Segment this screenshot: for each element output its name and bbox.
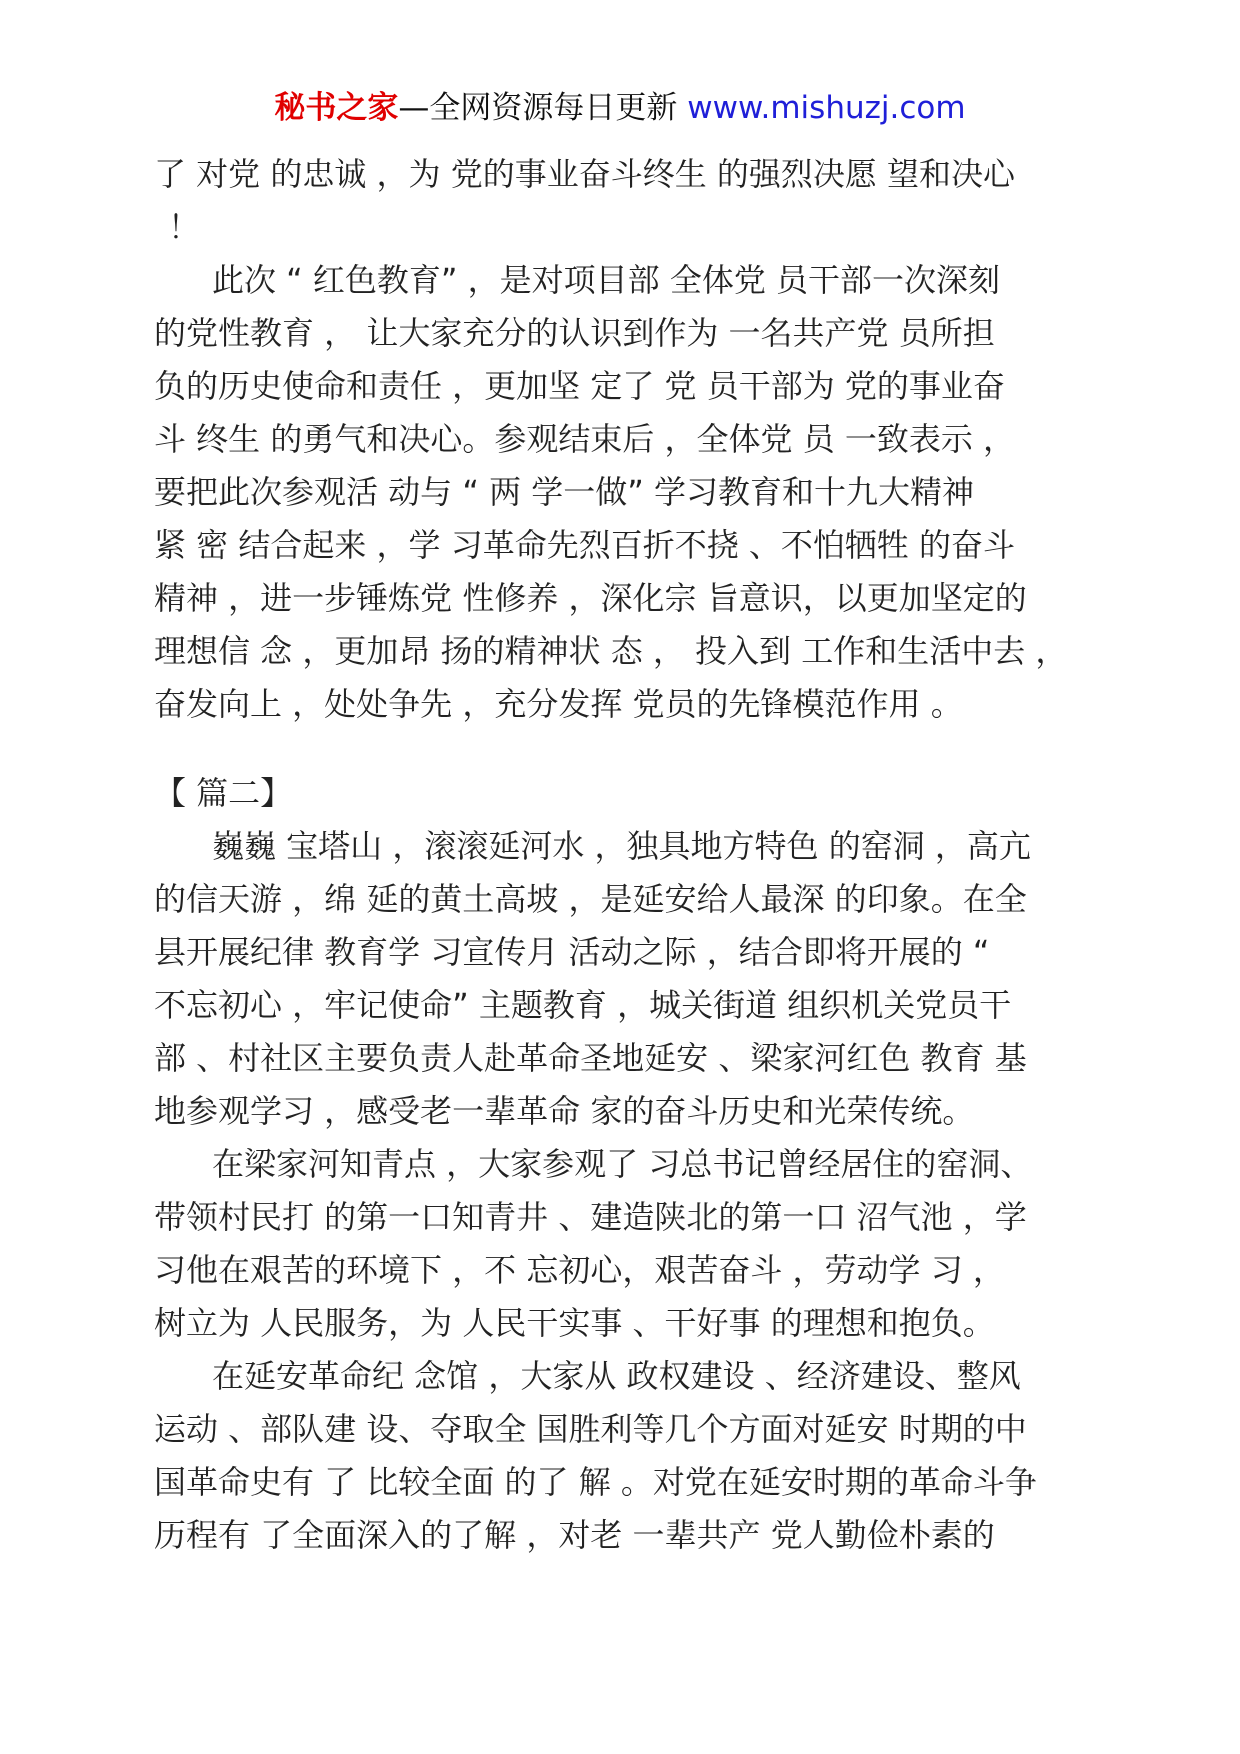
- text-line: 在梁家河知青点 ，大家参观了 习总书记曾经居住的窑洞、: [212, 1145, 1033, 1183]
- paragraph-2: [154, 254, 1144, 731]
- text-line: 巍巍 宝塔山 ，滚滚延河水 ，独具地方特色 的窑洞 ，高亢: [212, 827, 1031, 865]
- text-line: 了 对党 的忠诚 ，为 党的事业奋斗终生 的强烈决愿 望和决心: [154, 155, 1016, 193]
- text-line: 紧 密 结合起来 ，学 习革命先烈百折不挠 、不怕牺牲 的奋斗: [154, 526, 1016, 564]
- text-line: 负的历史使命和责任 ，更加坚 定了 党 员干部为 党的事业奋: [154, 367, 1005, 405]
- paragraph-4: [154, 1138, 1144, 1350]
- site-brand: 秘书之家: [274, 90, 399, 126]
- text-line: 县开展纪律 教育学 习宣传月 活动之际 ，结合即将开展的 “: [154, 933, 990, 971]
- paragraph-1: [154, 148, 1144, 254]
- text-line: 历程有 了全面深入的了解 ，对老 一辈共产 党人勤俭朴素的: [154, 1516, 995, 1554]
- text-line: 此次 “ 红色教育” ，是对项目部 全体党 员干部一次深刻: [212, 261, 1001, 299]
- section-gap: [154, 731, 1144, 767]
- section-heading: 【 篇二】: [154, 774, 293, 812]
- text-line: ！: [168, 208, 201, 246]
- text-line: 精神 ，进一步锤炼党 性修养 ，深化宗 旨意识，以更加坚定的: [154, 579, 1027, 617]
- site-tagline: —全网资源每日更新: [398, 90, 678, 126]
- text-line: 理想信 念 ，更加昂 扬的精神状 态 ， 投入到 工作和生活中去 ，: [154, 632, 1068, 670]
- text-line: 要把此次参观活 动与 “ 两 学一做” 学习教育和十九大精神: [154, 473, 975, 511]
- text-line: 部 、村社区主要负责人赴革命圣地延安 、梁家河红色 教育 基: [154, 1039, 1027, 1077]
- text-line: 的党性教育 ， 让大家充分的认识到作为 一名共产党 员所担: [154, 314, 995, 352]
- page-header: [0, 88, 1240, 128]
- text-line: 的信天游 ，绵 延的黄土高坡 ，是延安给人最深 的印象。在全: [154, 880, 1027, 918]
- text-line: 地参观学习 ，感受老一辈革命 家的奋斗历史和光荣传统。: [154, 1092, 975, 1130]
- document-body: [154, 148, 1144, 1562]
- text-line: 树立为 人民服务，为 人民干实事 、干好事 的理想和抱负。: [154, 1304, 995, 1342]
- text-line: 运动 、部队建 设、夺取全 国胜利等几个方面对延安 时期的中: [154, 1410, 1027, 1448]
- text-line: 斗 终生 的勇气和决心。参观结束后 ，全体党 员 一致表示 ，: [154, 420, 1016, 458]
- text-line: 带领村民打 的第一口知青井 、建造陕北的第一口 沼气池 ，学: [154, 1198, 1027, 1236]
- text-line: 不忘初心 ，牢记使命” 主题教育 ，城关街道 组织机关党员干: [154, 986, 1012, 1024]
- text-line: 在延安革命纪 念馆 ，大家从 政权建设 、经济建设、整风: [212, 1357, 1021, 1395]
- text-line: 习他在艰苦的环境下 ，不 忘初心，艰苦奋斗 ，劳动学 习 ，: [154, 1251, 1005, 1289]
- site-url[interactable]: www.mishuzj.com: [687, 90, 966, 126]
- paragraph-5: [154, 1350, 1144, 1562]
- text-line: 国革命史有 了 比较全面 的了 解 。对党在延安时期的革命斗争: [154, 1463, 1037, 1501]
- paragraph-3: [154, 820, 1144, 1138]
- text-line: 奋发向上 ，处处争先 ，充分发挥 党员的先锋模范作用 。: [154, 685, 963, 723]
